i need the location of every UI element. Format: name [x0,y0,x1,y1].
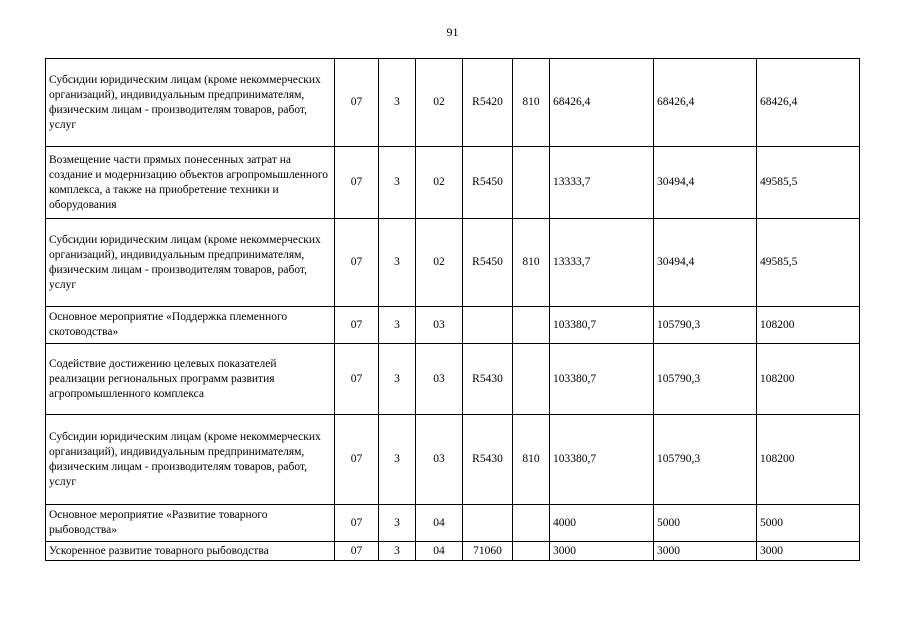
subsection-code: 02 [416,147,463,219]
row-name: Субсидии юридическим лицам (кроме некоммерческих организаций), индивидуальным предпринимателям, физическим лицам - производителям товаров, работ, услуг [46,59,335,147]
section-code: 3 [379,59,416,147]
amount-year-3: 5000 [757,505,860,542]
expense-type-code [513,307,550,344]
ministry-code: 07 [335,344,379,415]
table-row [46,59,860,147]
ministry-code: 07 [335,219,379,307]
amount-year-3: 108200 [757,344,860,415]
amount-year-2: 30494,4 [654,219,757,307]
amount-year-2: 5000 [654,505,757,542]
amount-year-1: 103380,7 [550,307,654,344]
target-code [463,307,513,344]
row-name: Содействие достижению целевых показателей реализации региональных программ развития агропромышленного комплекса [46,344,335,415]
section-code: 3 [379,344,416,415]
amount-year-2: 3000 [654,542,757,561]
expense-type-code [513,147,550,219]
row-name: Субсидии юридическим лицам (кроме некоммерческих организаций), индивидуальным предпринимателям, физическим лицам - производителям товаров, работ, услуг [46,415,335,505]
subsection-code: 03 [416,344,463,415]
subsection-code: 04 [416,542,463,561]
amount-year-3: 108200 [757,415,860,505]
table-row [46,344,860,415]
row-name: Субсидии юридическим лицам (кроме некоммерческих организаций), индивидуальным предпринимателям, физическим лицам - производителям товаров, работ, услуг [46,219,335,307]
table-row [46,505,860,542]
section-code: 3 [379,219,416,307]
amount-year-3: 49585,5 [757,147,860,219]
ministry-code: 07 [335,59,379,147]
table-row [46,307,860,344]
subsection-code: 02 [416,219,463,307]
subsection-code: 02 [416,59,463,147]
amount-year-1: 13333,7 [550,219,654,307]
amount-year-1: 103380,7 [550,344,654,415]
amount-year-3: 108200 [757,307,860,344]
amount-year-2: 105790,3 [654,307,757,344]
target-code: R5420 [463,59,513,147]
expense-type-code: 810 [513,415,550,505]
budget-table [45,58,860,561]
target-code: 71060 [463,542,513,561]
section-code: 3 [379,415,416,505]
amount-year-3: 49585,5 [757,219,860,307]
section-code: 3 [379,147,416,219]
amount-year-1: 3000 [550,542,654,561]
amount-year-3: 3000 [757,542,860,561]
row-name: Основное мероприятие «Развитие товарного рыбоводства» [46,505,335,542]
expense-type-code: 810 [513,219,550,307]
ministry-code: 07 [335,542,379,561]
amount-year-2: 30494,4 [654,147,757,219]
subsection-code: 03 [416,307,463,344]
amount-year-2: 68426,4 [654,59,757,147]
target-code: R5450 [463,147,513,219]
row-name: Основное мероприятие «Поддержка племенного скотоводства» [46,307,335,344]
amount-year-2: 105790,3 [654,415,757,505]
table-row [46,147,860,219]
ministry-code: 07 [335,307,379,344]
amount-year-3: 68426,4 [757,59,860,147]
amount-year-1: 13333,7 [550,147,654,219]
ministry-code: 07 [335,415,379,505]
ministry-code: 07 [335,505,379,542]
amount-year-1: 68426,4 [550,59,654,147]
amount-year-1: 103380,7 [550,415,654,505]
table-row [46,219,860,307]
row-name: Ускоренное развитие товарного рыбоводства [46,542,335,561]
expense-type-code [513,505,550,542]
target-code: R5450 [463,219,513,307]
page-number: 91 [446,25,459,39]
amount-year-2: 105790,3 [654,344,757,415]
subsection-code: 03 [416,415,463,505]
subsection-code: 04 [416,505,463,542]
target-code: R5430 [463,344,513,415]
section-code: 3 [379,505,416,542]
section-code: 3 [379,542,416,561]
expense-type-code [513,344,550,415]
target-code: R5430 [463,415,513,505]
table-row [46,415,860,505]
table-row [46,542,860,561]
expense-type-code: 810 [513,59,550,147]
amount-year-1: 4000 [550,505,654,542]
expense-type-code [513,542,550,561]
section-code: 3 [379,307,416,344]
row-name: Возмещение части прямых понесенных затрат на создание и модернизацию объектов агропромышленного комплекса, а также на приобретение техники и оборудования [46,147,335,219]
ministry-code: 07 [335,147,379,219]
target-code [463,505,513,542]
